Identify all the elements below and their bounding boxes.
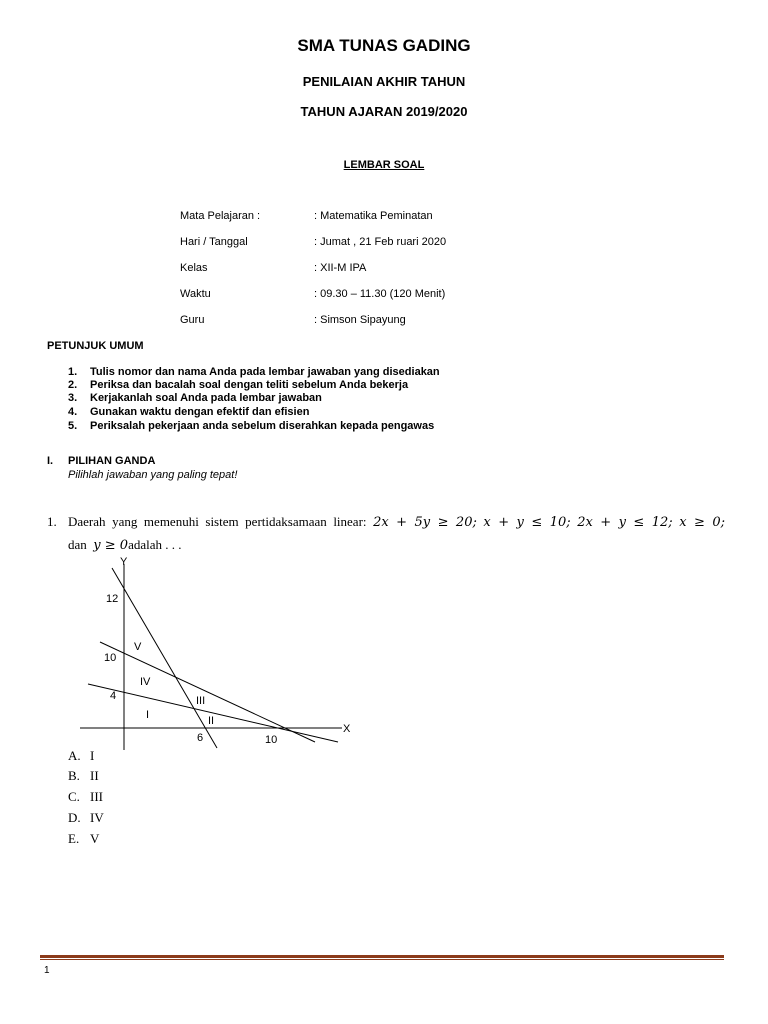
section-title: PILIHAN GANDA: [68, 455, 156, 467]
section-number: I.: [47, 455, 54, 467]
y-tick-label: 12: [106, 593, 119, 605]
instruction-text: Periksalah pekerjaan anda sebelum diserahkan kepada pengawas: [90, 420, 435, 432]
question-text-line1: [68, 514, 725, 530]
info-value-date: : Jumat , 21 Feb ruari 2020: [314, 236, 447, 248]
axis-label-x: X: [343, 723, 351, 735]
instruction-number: 5.: [68, 420, 78, 432]
option-c[interactable]: [68, 789, 103, 805]
inequality-1: 2x + 5y ≥ 20;: [373, 515, 477, 530]
region-label: V: [134, 641, 142, 653]
info-label-class: Kelas: [180, 262, 208, 274]
option-b[interactable]: [68, 768, 99, 784]
region-label: I: [146, 709, 150, 721]
region-label: IV: [140, 676, 151, 688]
option-a[interactable]: [68, 748, 94, 764]
instruction-text: Kerjakanlah soal Anda pada lembar jawaban: [90, 392, 322, 404]
school-name: SMA TUNAS GADING: [297, 36, 471, 55]
region-label: III: [196, 695, 206, 707]
section-instruction: Pilihlah jawaban yang paling tepat!: [68, 469, 238, 481]
exam-title: PENILAIAN AKHIR TAHUN: [302, 74, 466, 89]
instruction-text: Periksa dan bacalah soal dengan teliti sebelum Anda bekerja: [90, 379, 409, 391]
x-tick-label: 10: [265, 734, 278, 746]
academic-year: TAHUN AJARAN 2019/2020: [300, 104, 468, 119]
footer-rule-thin: [40, 959, 724, 960]
instructions-heading: PETUNJUK UMUM: [47, 340, 144, 352]
line-2x-plus-y-12: [112, 568, 217, 748]
instruction-number: 3.: [68, 392, 78, 404]
question-number: 1.: [47, 514, 57, 529]
option-letter: A.: [68, 748, 81, 763]
info-label-teacher: Guru: [180, 314, 205, 326]
axis-label-y: Y: [120, 556, 128, 568]
inequality-graph: [80, 550, 370, 750]
instruction-text: Tulis nomor dan nama Anda pada lembar jawaban yang disediakan: [90, 366, 440, 378]
option-letter: D.: [68, 810, 81, 825]
info-value-class: : XII-M IPA: [314, 262, 367, 274]
option-letter: E.: [68, 831, 80, 846]
info-value-teacher: : Simson Sipayung: [314, 314, 406, 326]
instruction-number: 1.: [68, 366, 78, 378]
question-text-and: dan: [68, 537, 87, 552]
info-label-time: Waktu: [180, 288, 211, 300]
instruction-text: Gunakan waktu dengan efektif dan efisien: [90, 406, 310, 418]
option-letter: C.: [68, 789, 80, 804]
footer-rule: [40, 955, 724, 958]
line-2x-plus-5y-20: [88, 684, 338, 742]
x-tick-label: 6: [197, 732, 204, 744]
info-value-time: : 09.30 – 11.30 (120 Menit): [314, 288, 446, 300]
info-label-date: Hari / Tanggal: [180, 236, 248, 248]
option-d[interactable]: [68, 810, 104, 826]
info-label-subject: Mata Pelajaran :: [180, 210, 261, 222]
question-text: Daerah yang memenuhi sistem pertidaksamaan linear:: [68, 514, 367, 529]
info-value-subject: : Matematika Peminatan: [314, 210, 433, 222]
inequality-2: x + y ≤ 10;: [483, 515, 571, 530]
instruction-number: 2.: [68, 379, 78, 391]
page-number: 1: [44, 965, 50, 976]
option-text: III: [90, 789, 103, 804]
inequality-3: 2x + y ≤ 12;: [577, 515, 673, 530]
option-text: V: [90, 831, 100, 846]
option-text: IV: [90, 810, 104, 825]
inequality-5: y ≥ 0: [93, 538, 129, 553]
option-letter: B.: [68, 768, 80, 783]
instruction-number: 4.: [68, 406, 78, 418]
region-label: II: [208, 715, 215, 727]
option-text: I: [90, 748, 95, 763]
option-text: II: [90, 768, 99, 783]
y-tick-label: 10: [104, 652, 117, 664]
question-text-end: adalah . . .: [128, 537, 182, 552]
y-tick-label: 4: [110, 690, 117, 702]
option-e[interactable]: [68, 831, 99, 847]
inequality-4: x ≥ 0;: [679, 515, 726, 530]
sheet-title: [0, 159, 768, 171]
line-x-plus-y-10: [100, 642, 315, 742]
sheet-title-text: LEMBAR SOAL: [343, 159, 425, 171]
